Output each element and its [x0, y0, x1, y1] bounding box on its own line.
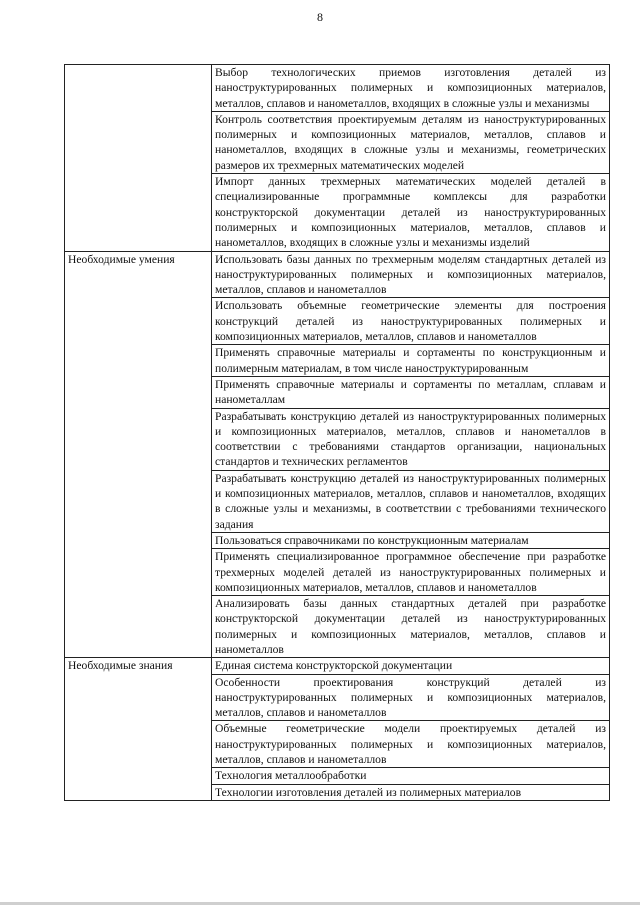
requirement-text: Технология металлообработки	[212, 768, 610, 784]
requirement-text: Контроль соответствия проектируемым деталям из наноструктурированных полимерных и композиционных материалов, металлов, сплавов и нанометаллов, входящих в сложные узлы и механизмы, геометрических размеров их трехмерных математических моделей	[212, 111, 610, 173]
section-label: Необходимые умения	[65, 251, 212, 658]
requirement-text: Пользоваться справочниками по конструкционным материалам	[212, 532, 610, 548]
requirement-text: Применять специализированное программное обеспечение при разработке трехмерных моделей деталей из наноструктурированных полимерных и композиционных материалов, металлов, сплавов и нанометаллов	[212, 549, 610, 596]
requirements-table	[64, 64, 610, 801]
requirement-text: Использовать объемные геометрические элементы для построения конструкций деталей из наноструктурированных полимерных и композиционных материалов, металлов, сплавов и нанометаллов	[212, 298, 610, 345]
requirement-text: Использовать базы данных по трехмерным моделям стандартных деталей из наноструктурированных полимерных и композиционных материалов, металлов, сплавов и нанометаллов	[212, 251, 610, 298]
requirement-text: Объемные геометрические модели проектируемых деталей из наноструктурированных полимерных и композиционных материалов, металлов, сплавов и нанометаллов	[212, 721, 610, 768]
requirement-text: Импорт данных трехмерных математических моделей деталей в специализированные программные комплексы для разработки конструкторской документации деталей из наноструктурированных полимерных и композиционных материалов, металлов, сплавов и нанометаллов, входящих в сложные узлы и механизмы изделий	[212, 174, 610, 251]
requirement-text: Особенности проектирования конструкций деталей из наноструктурированных полимерных и композиционных материалов, металлов, сплавов и нанометаллов	[212, 674, 610, 721]
section-label: Необходимые знания	[65, 658, 212, 801]
requirement-text: Анализировать базы данных стандартных деталей при разработке конструкторской документации деталей из наноструктурированных полимерных и композиционных материалов, металлов, сплавов и нанометаллов	[212, 596, 610, 658]
table-row	[65, 658, 610, 674]
table-row	[65, 65, 610, 112]
requirement-text: Применять справочные материалы и сортаменты по металлам, сплавам и нанометаллам	[212, 376, 610, 408]
requirement-text: Разрабатывать конструкцию деталей из наноструктурированных полимерных и композиционных материалов, металлов, сплавов и нанометаллов, входящих в сложные узлы и механизмы, в соответствии с требованиями технического задания	[212, 470, 610, 532]
requirement-text: Выбор технологических приемов изготовления деталей из наноструктурированных полимерных и композиционных материалов, металлов, сплавов и нанометаллов, входящих в сложные узлы и механизмы	[212, 65, 610, 112]
requirement-text: Разрабатывать конструкцию деталей из наноструктурированных полимерных и композиционных материалов, металлов, сплавов и нанометаллов в соответствии с требованиями стандартов организации, национальных стандартов и технических регламентов	[212, 408, 610, 470]
requirement-text: Технологии изготовления деталей из полимерных материалов	[212, 784, 610, 800]
requirement-text: Применять справочные материалы и сортаменты по конструкционным и полимерным материалам, в том числе наноструктурированным	[212, 345, 610, 377]
table-row	[65, 251, 610, 298]
page-number: 8	[317, 10, 323, 24]
requirement-text: Единая система конструкторской документации	[212, 658, 610, 674]
section-label	[65, 65, 212, 252]
